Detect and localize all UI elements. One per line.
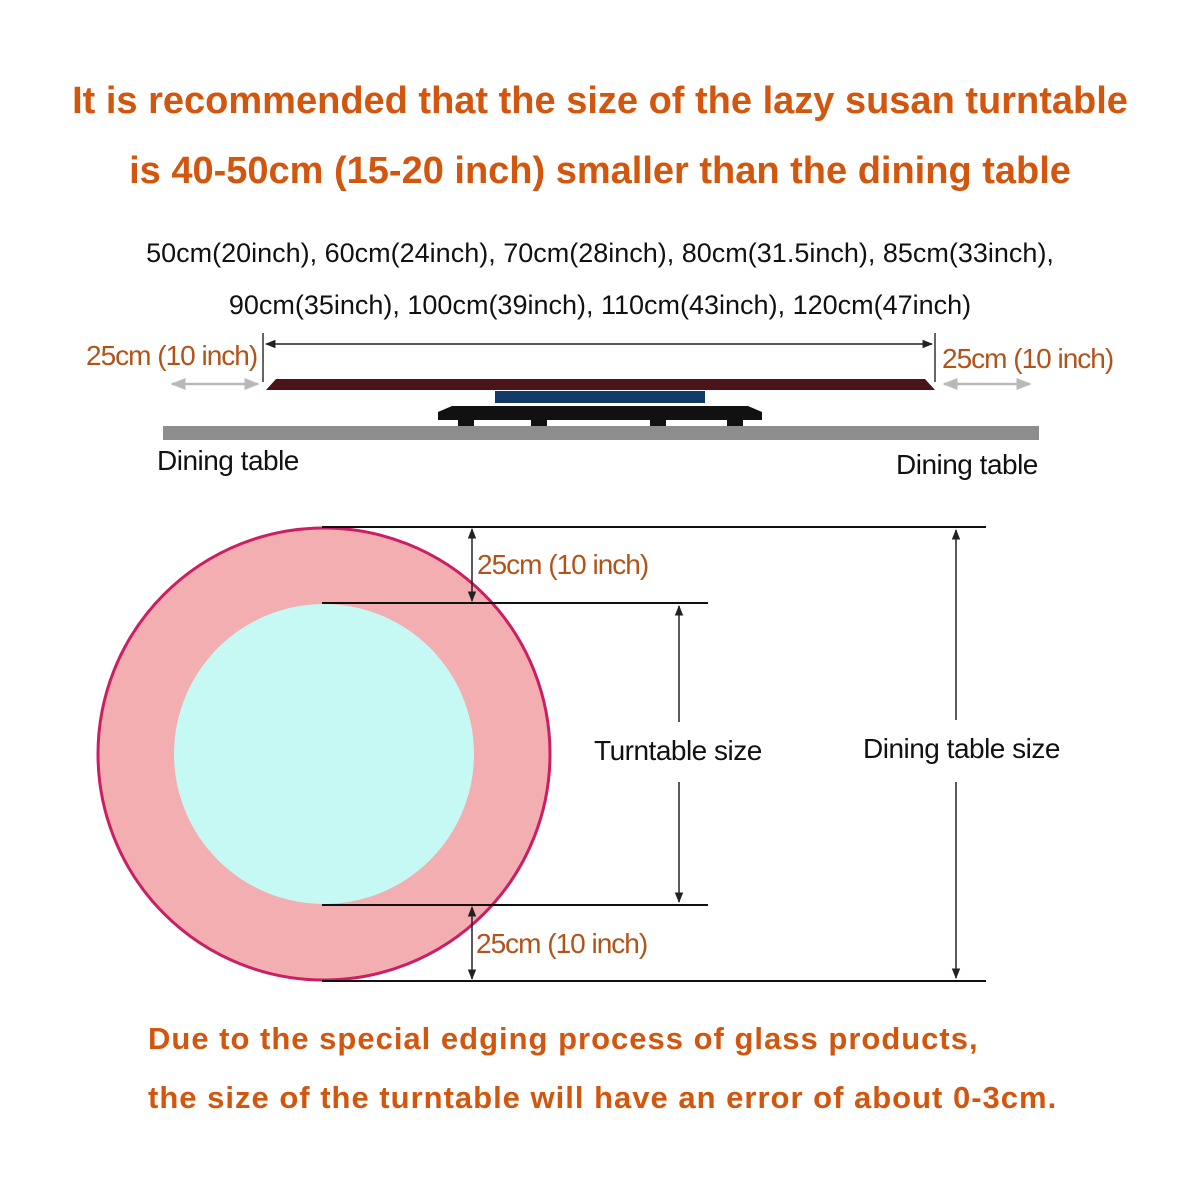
- margin-label-left: 25cm (10 inch): [86, 340, 258, 371]
- headline-line-1: It is recommended that the size of the lazy susan turntable: [72, 80, 1128, 122]
- glass-turntable-top: [266, 379, 935, 390]
- footnote-line-2: the size of the turntable will have an error of about 0-3cm.: [148, 1080, 1058, 1115]
- turntable-size-label: Turntable size: [594, 735, 762, 766]
- turntable-base: [438, 406, 762, 420]
- margin-label-bottom: 25cm (10 inch): [476, 928, 648, 959]
- top-view: [98, 527, 986, 981]
- footnote-line-1: Due to the special edging process of glass products,: [148, 1021, 979, 1056]
- turntable-circle: [174, 604, 474, 904]
- bearing: [495, 391, 705, 403]
- dining-table-surface: [163, 426, 1039, 440]
- sizes-line-1: 50cm(20inch), 60cm(24inch), 70cm(28inch), 80cm(31.5inch), 85cm(33inch),: [146, 238, 1054, 268]
- dining-table-label-right: Dining table: [896, 449, 1038, 480]
- headline-line-2: is 40-50cm (15-20 inch) smaller than the dining table: [129, 150, 1071, 192]
- dining-table-label-left: Dining table: [157, 445, 299, 476]
- margin-label-right: 25cm (10 inch): [942, 343, 1114, 374]
- side-view: [163, 333, 1039, 440]
- margin-label-top: 25cm (10 inch): [477, 549, 649, 580]
- dining-table-size-label: Dining table size: [863, 733, 1060, 764]
- sizes-line-2: 90cm(35inch), 100cm(39inch), 110cm(43inch), 120cm(47inch): [228, 290, 972, 320]
